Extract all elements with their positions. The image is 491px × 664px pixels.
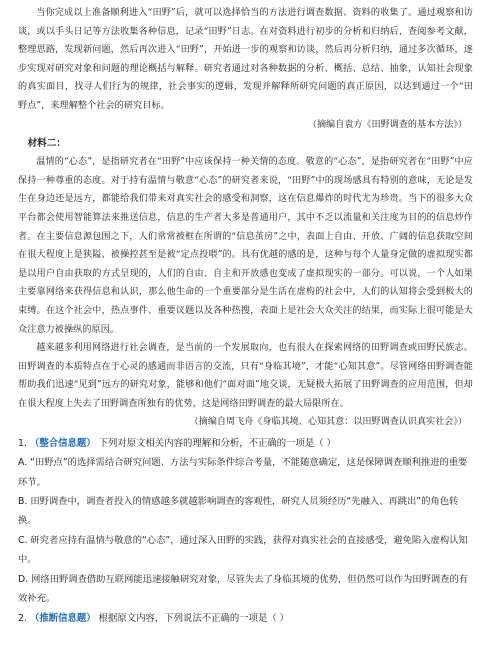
question-1-option-b — [18, 492, 473, 531]
option-letter: B. — [18, 496, 28, 508]
question-2-text: 根据原文内容，下列说法不正确的一项是（ ） — [98, 612, 290, 624]
question-2-type-tag: （推断信息题） — [29, 612, 96, 624]
passage-paragraph-3: 越来越多利用网络进行社会调查，是当前的一个发展取向，也有很人在探索网络的田野调查或田野民族志。田野调查的本质特点在于心灵的感通而非语言的交流，只有“身临其境”，才能“心知其意”。尽管网络田野调查能帮助我们迅速“见到”远方的研究对象，能够和他们“面对面”地交谈，无疑极大拓展了田野调查的应用范围，但却在很大程度上失去了田野调查所独有的优势，这是网络田野调查的最大局限所在。 — [18, 343, 473, 409]
passage-paragraph-2: 温情的“心态”，是指研究者在“田野”中应该保持一种关情的态度。敬意的“心态”，是指研究者在“田野”中应保持一种尊重的态度。对于持有温情与敬意“心态”的研究者来说，“田野”中的现场感具有特别的意味，无论是发生在身边还是远方，都能给我们带来对真实社会的感受和洞察，这在信息爆炸的时代尤为珍贵。当下的很多大众平台都会使用智能算法来推送信息，信息的生产者大多是普通用户，其中不乏以流量和关注度为目的的信息炒作者。在主要信息源包围之下，人们常常被框在所谓的“信息茧房”之中，表面上自由、开放、广阔的信息获取空间在很大程度上是狭隘、被操控甚至是被“定点投喂”的。具有优越的感的是，这种与每个人量身定做的虚拟现实都是以用户自由获取的方式呈现的，人们的自由、自主和开放感也变成了虚拟现实的一部分。可以说，一个人如果主要靠网络来获得信息和认识，那么他生命的一个重要部分是生活在虚构的社会中，人们的认知将会受到极大的束缚。在这个社会中，热点事件、重要议题以及各种热搜，表面上是社会大众关注的结果，而实际上很可能是大众注意力被操纵的原因。 — [18, 157, 473, 335]
question-2-number: 2. — [18, 612, 27, 624]
option-text: 网络田野调查借助互联网能迅速接触研究对象，尽管失去了身临其境的优势，但仍然可以作为田野调查的有效补充。 — [18, 573, 469, 605]
question-1-option-d — [18, 570, 473, 609]
option-text: 田野调查中，调查者投入的情感越多就越影响调查的客观性，研究人员须经历“先融入、再跳出”的角色转换。 — [18, 496, 459, 527]
passage-paragraph-1: 当你完成以上准备顺利进入“田野”后，就可以选择恰当的方法进行调查数据、资料的收集了。通过观察和访谈，或以手头日记等方法收集各种信息，记录“田野”日志。在对资料进行初步的分析和归纳后，查阅参考文献，整理思路，发现新问题，然后再次进入“田野”，开始进一步的观察和访谈，然后再分析归纳，通过多次循环，逐步实现对研究对象和问题的理论概括与解释。研究者通过对各种数据的分析、概括、总结、抽象，认知社会现象的真实面目，找寻人们行为的规律，社会事实的逻辑，发现并解释所研究问题的真正原因，以达到通过一个“田野点”，来理解整个社会的研究目标。 — [18, 8, 473, 111]
question-1-stem — [18, 434, 473, 453]
option-letter: D. — [18, 573, 29, 585]
question-2-stem — [18, 609, 473, 628]
source-citation-2: （摘编自周飞舟《身临其境、心知其意：以田野调查认识真实社会》） — [189, 417, 467, 428]
question-1-text: 下列对原文相关内容的理解和分析，不正确的一项是（ ） — [98, 438, 336, 450]
source-citation-1: （摘编自袁方《田野调查的基本方法》） — [307, 119, 467, 130]
question-1-option-c — [18, 531, 473, 570]
option-text: “田野点”的选择需结合研究问题、方法与实际条件综合考量，不能随意确定，这是保障调查顺利推进的重要环节。 — [18, 457, 468, 488]
question-1-type-tag: （整合信息题） — [29, 438, 96, 450]
option-letter: A. — [18, 457, 28, 469]
question-1-number: 1. — [18, 438, 27, 450]
question-1-option-a — [18, 453, 473, 492]
material-2-heading: 材料二： — [27, 138, 66, 150]
option-text: 研究者应持有温情与敬意的“心态”，通过深入田野的实践，获得对真实社会的直接感受，避免陷入虚构认知中。 — [18, 534, 468, 566]
option-letter: C. — [18, 534, 28, 546]
